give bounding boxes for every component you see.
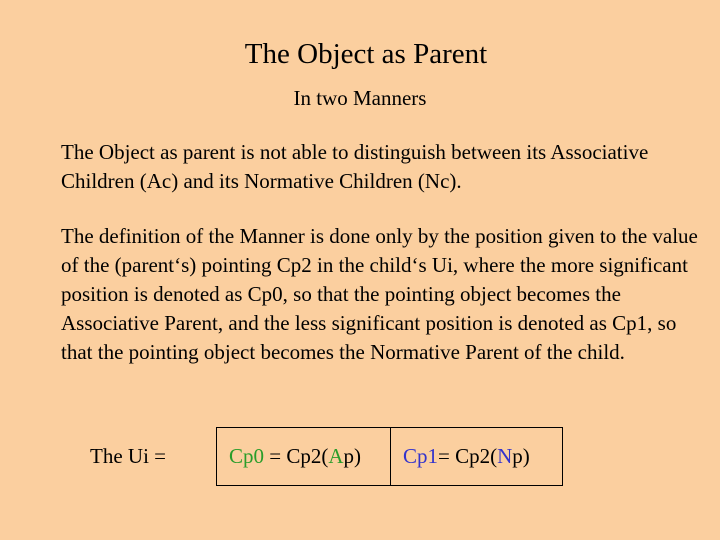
cp1-suffix: p) [512, 444, 530, 468]
cp0-equals: = Cp2( [264, 444, 329, 468]
cp0-letter: A [328, 444, 344, 468]
slide-title: The Object as Parent [244, 38, 488, 70]
cp0-label: Cp0 [229, 444, 265, 468]
cp1-label: Cp1 [403, 444, 439, 468]
cp0-suffix: p) [343, 444, 362, 468]
ui-cell-cp1 [391, 428, 562, 485]
slide-subtitle: In two Manners [293, 86, 427, 110]
paragraph-2: The definition of the Manner is done only by the position given to the value of the (parent‘s) pointing Cp2 in the child‘s Ui, where the more significant position is denoted as Cp0, so that the pointing object becomes the Associative Parent, and the less significant position is denoted as Cp1, so that the pointing object becomes the Normative Parent of the child. [61, 224, 698, 364]
cp1-letter: N [497, 444, 513, 468]
ui-formula-box [216, 427, 563, 486]
ui-label: The Ui = [90, 444, 166, 468]
ui-cell-cp0 [217, 428, 391, 485]
cp1-equals: = Cp2( [438, 444, 498, 468]
paragraph-1: The Object as parent is not able to distinguish between its Associative Children (Ac) and its Normative Children (Nc). [61, 140, 649, 193]
